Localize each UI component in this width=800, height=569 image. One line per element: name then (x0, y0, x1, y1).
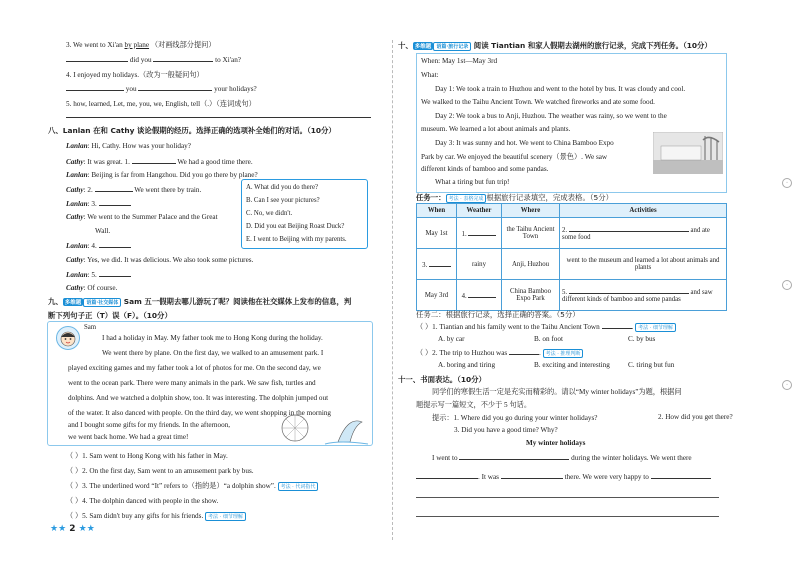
task2-q1: （ ）1. Tiantian and his family went to the Taihu Ancient Town . 考法 · 细节理解 (416, 322, 676, 332)
sec11-intro1: 同学们的寒假生活一定是充实而精彩的。请以“My winter holidays”为题，根据问 (432, 388, 682, 396)
dialog-line-5: Lanlan: 3. (66, 199, 131, 208)
col-when: When (417, 204, 457, 218)
sec9-title-line1: 九、 多维题 语篇·社交媒体 Sam 五一假期去哪儿游玩了呢？阅读他在社交媒体上发布的信息，判 (48, 297, 352, 306)
tf-item-2: （ ）2. On the first day, Sam went to an amusement park by bus. (66, 467, 254, 475)
q5-answer-line[interactable] (66, 117, 371, 118)
essay-line-1: I went to during the winter holidays. We went there (432, 454, 692, 462)
dialog-line-2: Cathy: It was great. 1. We had a good time there. (66, 158, 253, 166)
sec8-title: 八、Lanlan 在和 Cathy 谈论假期的经历。选择正确的选项补全她们的对话。（10分） (48, 126, 336, 135)
travel-record-box (416, 53, 727, 193)
day1-line2: We walked to the Taihu Ancient Town. We watched fireworks and ate some food. (421, 98, 655, 106)
q3-blank2[interactable] (153, 55, 213, 62)
essay-blank-2[interactable] (416, 472, 478, 479)
binding-hole-icon: ◦ (782, 280, 792, 290)
col-activities: Activities (560, 204, 727, 218)
task2-q2-options: A. boring and tiring B. exciting and interesting C. tiring but fun (438, 361, 675, 369)
q4-line1: 4. I enjoyed my holidays.（改为一般疑问句） (66, 71, 204, 79)
passage-line-5: dolphins. And we watched a dolphin show, too. It was interesting. The dolphin jumped out (68, 394, 329, 402)
passage-line-7: and I bought some gifts for my friends. In the afternoon, (68, 421, 231, 429)
sec11-title: 十一、书面表达。（10分） (398, 375, 486, 384)
day2-line1: Day 2: We took a bus to Anji, Huzhou. The weather was rainy, so we went to the (435, 112, 667, 120)
tf-item-5: （ ）5. Sam didn't buy any gifts for his friends. 考法 · 细节理解 (66, 511, 246, 521)
passage-line-3: played exciting games and my father took a lot of photos for me. On the second day, we (68, 364, 321, 372)
task1-tag: 考法 · 表格完成 (446, 194, 487, 203)
sec11-hint2: 2. How did you get there? (658, 413, 733, 421)
task2-line: 任务二：根据旅行记录，选择正确的答案。（5分） (416, 310, 580, 319)
dialog-line-1: Lanlan: Hi, Cathy. How was your holiday? (66, 142, 191, 150)
option-e: E. I went to Beijing with my parents. (246, 236, 347, 243)
passage-line-8: we went back home. We had a great time! (68, 433, 189, 441)
passage-line-4: went to the ocean park. There were many animals in the park. We saw fish, turtles and (68, 379, 316, 387)
dialog-blank-2[interactable] (95, 185, 133, 192)
avatar (56, 326, 80, 350)
table-blank-4[interactable] (468, 291, 496, 298)
page-divider (392, 40, 393, 540)
option-d: D. Did you eat Beijing Roast Duck? (246, 223, 345, 230)
binding-hole-icon: ◦ (782, 380, 792, 390)
dialog-line-6b: Wall. (95, 227, 111, 235)
q4-blank1[interactable] (66, 84, 124, 91)
sec11-hints: 提示：1. Where did you go during your winter holidays? (432, 414, 598, 422)
dialog-line-4: Cathy: 2. We went there by train. (66, 186, 202, 194)
q5-text: 5. how, learned, Let, me, you, we, English, tell（.）（连词成句） (66, 100, 256, 108)
table-header-row (417, 204, 727, 218)
q3-hint: （对画线部分提问） (150, 41, 216, 49)
closing-line: What a tiring but fun trip! (435, 178, 510, 186)
task2-q1-blank[interactable] (602, 322, 632, 329)
dialog-line-7: Lanlan: 4. (66, 241, 131, 250)
tf-item-4: （ ）4. The dolphin danced with people in the show. (66, 497, 219, 505)
q3-line1 (66, 40, 216, 50)
dialog-blank-5[interactable] (99, 270, 131, 277)
col-weather: Weather (457, 204, 502, 218)
table-row: May 3rd 4. China Bamboo Expo Park 5. and saw different kinds of bamboo and some pandas (417, 280, 727, 311)
page-number: ★★ 2 ★★ (50, 524, 95, 534)
table-blank-2[interactable] (569, 225, 689, 232)
dialog-blank-1[interactable] (132, 157, 176, 164)
what-line: What: (421, 71, 439, 79)
when-line: When: May 1st—May 3rd (421, 57, 498, 65)
table-blank-5[interactable] (569, 287, 689, 294)
sec9-tag: 多维题 (64, 300, 82, 306)
essay-blank-4[interactable] (651, 472, 711, 479)
binding-hole-icon: ◦ (782, 178, 792, 188)
essay-line-4[interactable] (416, 516, 719, 517)
essay-line-3[interactable] (416, 497, 719, 498)
tf3-tag: 考法 · 代词指代 (278, 482, 319, 491)
essay-title: My winter holidays (526, 439, 586, 447)
q4-blank2[interactable] (138, 84, 212, 91)
q1-tag: 考法 · 细节理解 (635, 323, 676, 332)
day3-line3: different kinds of bamboo and some pandas. (421, 165, 549, 173)
task2-q2: （ ）2. The trip to Huzhou was . 考法 · 推理判断 (416, 348, 583, 358)
option-b: B. Can I see your pictures? (246, 197, 320, 204)
q3-text: 3. We went to Xi'an (66, 41, 123, 49)
q3-end: to Xi'an? (215, 56, 242, 64)
trip-table (416, 203, 727, 311)
q2-tag: 考法 · 推理判断 (543, 349, 584, 358)
q3-mid: did you (129, 56, 152, 64)
sam-name: Sam (84, 324, 97, 331)
option-a: A. What did you do there? (246, 184, 318, 191)
dialog-line-3: Lanlan: Beijing is far from Hangzhou. Did you go there by plane? (66, 171, 258, 179)
q4-line2 (66, 84, 257, 93)
dialog-line-8: Cathy: Yes, we did. It was delicious. We also took some pictures. (66, 256, 254, 264)
ferris-wheel-dolphin-illustration (270, 412, 370, 446)
table-row: 3. rainy Anji, Huzhou went to the museum and learned a lot about animals and plants (417, 249, 727, 280)
dialog-line-10: Cathy: Of course. (66, 284, 118, 292)
day3-line1: Day 3: It was sunny and hot. We went to China Bamboo Expo (435, 139, 614, 147)
day2-line2: museum. We learned a lot about animals and plants. (421, 125, 571, 133)
q3-underlined: by plane (124, 41, 150, 49)
q3-blank1[interactable] (66, 55, 128, 62)
task2-q2-blank[interactable] (509, 348, 539, 355)
table-blank-1[interactable] (468, 229, 496, 236)
essay-blank-3[interactable] (501, 472, 563, 479)
q4-mid: you (125, 85, 137, 93)
sec10-tag2: 语篇·旅行记录 (433, 42, 471, 51)
col-where: Where (502, 204, 560, 218)
sec9-tag2: 语篇·社交媒体 (83, 298, 121, 307)
sec9-title-line2: 断下列句子正（T）误（F）。（10分） (48, 311, 172, 320)
day1-line1: Day 1: We took a train to Huzhou and went to the hotel by bus. It was cloudy and cool. (435, 85, 686, 93)
tf-item-3: （ ）3. The underlined word “It” refers to（指的是）“a dolphin show”. 考法 · 代词指代 (66, 481, 318, 491)
bamboo-park-photo (653, 132, 723, 174)
passage-line-6: of the water. It also danced with people. On the third day, we went shopping in the morning (68, 409, 332, 417)
options-box (241, 179, 368, 249)
table-row: May 1st 1. the Taihu Ancient Town 2. and ate some food (417, 218, 727, 249)
boy-avatar-icon (57, 327, 81, 351)
dialog-blank-4[interactable] (99, 241, 131, 248)
dialog-line-6: Cathy: We went to the Summer Palace and the Great (66, 213, 218, 221)
dialog-blank-3[interactable] (99, 199, 131, 206)
tf-item-1: （ ）1. Sam went to Hong Kong with his father in May. (66, 452, 228, 460)
sec11-intro2: 题提示写一篇短文，不少于 5 句话。 (416, 401, 532, 409)
q4-end: your holidays? (214, 85, 257, 93)
task2-q1-options: A. by car B. on foot C. by bus (438, 335, 656, 343)
sec10-tag: 多维题 (414, 44, 432, 50)
sec10-title: 十、 多维题 语篇·旅行记录 阅读 Tiantian 和家人假期去湖州的旅行记录，完成下列任务。（10分） (398, 41, 712, 50)
sec11-hint3: 3. Did you have a good time? Why? (454, 426, 558, 434)
essay-line-2: . It was there. We were very happy to (416, 472, 711, 481)
task1-line: 任务一： 考法 · 表格完成 根据旅行记录填空，完成表格。（5分） (416, 193, 614, 202)
essay-blank-1[interactable] (459, 453, 569, 460)
passage-line-2: We went there by plane. On the first day, we walked to an amusement park. I (102, 349, 324, 357)
tf5-tag: 考法 · 细节理解 (205, 512, 246, 521)
sam-post-box (47, 321, 373, 446)
q3-line2 (66, 55, 241, 64)
table-blank-3[interactable] (429, 260, 451, 267)
option-c: C. No, we didn't. (246, 210, 293, 217)
passage-line-1: I had a holiday in May. My father took me to Hong Kong during the holiday. (102, 334, 323, 342)
day3-line2: Park by car. We enjoyed the beautiful scenery（景色）. We saw (421, 153, 608, 161)
dialog-line-9: Lanlan: 5. (66, 270, 131, 279)
